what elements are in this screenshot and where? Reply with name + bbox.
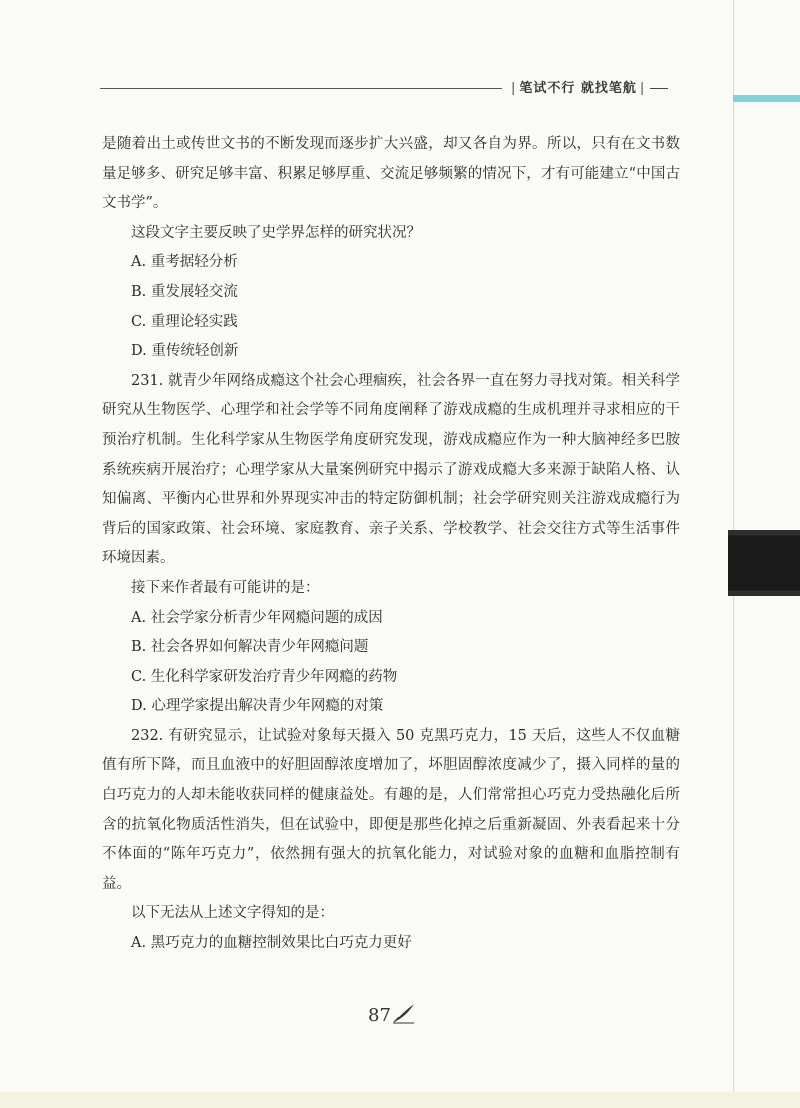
bottom-margin-band (0, 1092, 800, 1108)
header-tagline-text: 笔试不行 就找笔航 (519, 81, 637, 96)
question-232-passage: 232. 有研究显示，让试验对象每天摄入 50 克黑巧克力，15 天后，这些人不仅血糖值有所下降，而且血液中的好胆固醇浓度增加了，坏胆固醇浓度减少了，摄入同样的量的白巧克力的人却未能收获同样的健康益处。有趣的是，人们常常担心巧克力受热融化后所含的抗氧化物质活性消失，但在试验中，即便是那些化掉之后重新凝固、外表看起来十分不体面的“陈年巧克力”，依然拥有强大的抗氧化能力，对试验对象的血糖和血脂控制有益。 (102, 727, 680, 892)
answer-option: B. 重发展轻交流 (131, 283, 238, 300)
answer-option: A. 黑巧克力的血糖控制效果比白巧克力更好 (131, 935, 412, 952)
page-body (102, 130, 680, 959)
answer-option: B. 社会各界如何解决青少年网瘾问题 (131, 639, 369, 656)
passage-continuation: 是随着出土或传世文书的不断发现而逐步扩大兴盛，却又各自为界。所以，只有在文书数量足够多、研究足够丰富、积累足够厚重、交流足够频繁的情况下，才有可能建立“中国古文书学”。 (102, 136, 680, 212)
header-tagline: | 笔试不行 就找笔航 | (508, 77, 668, 96)
chapter-thumb-tab (728, 530, 800, 596)
question-stem: 以下无法从上述文字得知的是： (131, 905, 334, 922)
quill-pen-icon (392, 1002, 416, 1024)
page-number: 87 (368, 1005, 391, 1026)
answer-option: D. 重传统轻创新 (131, 343, 239, 360)
answer-option: A. 社会学家分析青少年网瘾问题的成因 (131, 609, 383, 626)
answer-option: C. 重理论轻实践 (131, 313, 238, 330)
question-stem: 接下来作者最有可能讲的是： (131, 579, 320, 596)
question-231-passage: 231. 就青少年网络成瘾这个社会心理痼疾，社会各界一直在努力寻找对策。相关科学研究从生物医学、心理学和社会学等不同角度阐释了游戏成瘾的生成机理并寻求相应的干预治疗机制。生化科学家从生物医学角度研究发现，游戏成瘾应作为一种大脑神经多巴胺系统疾病开展治疗；心理学家从大量案例研究中揭示了游戏成瘾大多来源于缺陷人格、认知偏离、平衡内心世界和外界现实冲击的特定防御机制；社会学研究则关注游戏成瘾行为背后的国家政策、社会环境、家庭教育、亲子关系、学校教学、社会交往方式等生活事件环境因素。 (102, 372, 680, 567)
header-rule (100, 88, 502, 89)
answer-option: A. 重考据轻分析 (131, 254, 238, 271)
accent-strip (733, 95, 800, 102)
answer-option: C. 生化科学家研发治疗青少年网瘾的药物 (131, 668, 398, 685)
question-stem: 这段文字主要反映了史学界怎样的研究状况？ (131, 224, 421, 241)
answer-option: D. 心理学家提出解决青少年网瘾的对策 (131, 698, 384, 715)
